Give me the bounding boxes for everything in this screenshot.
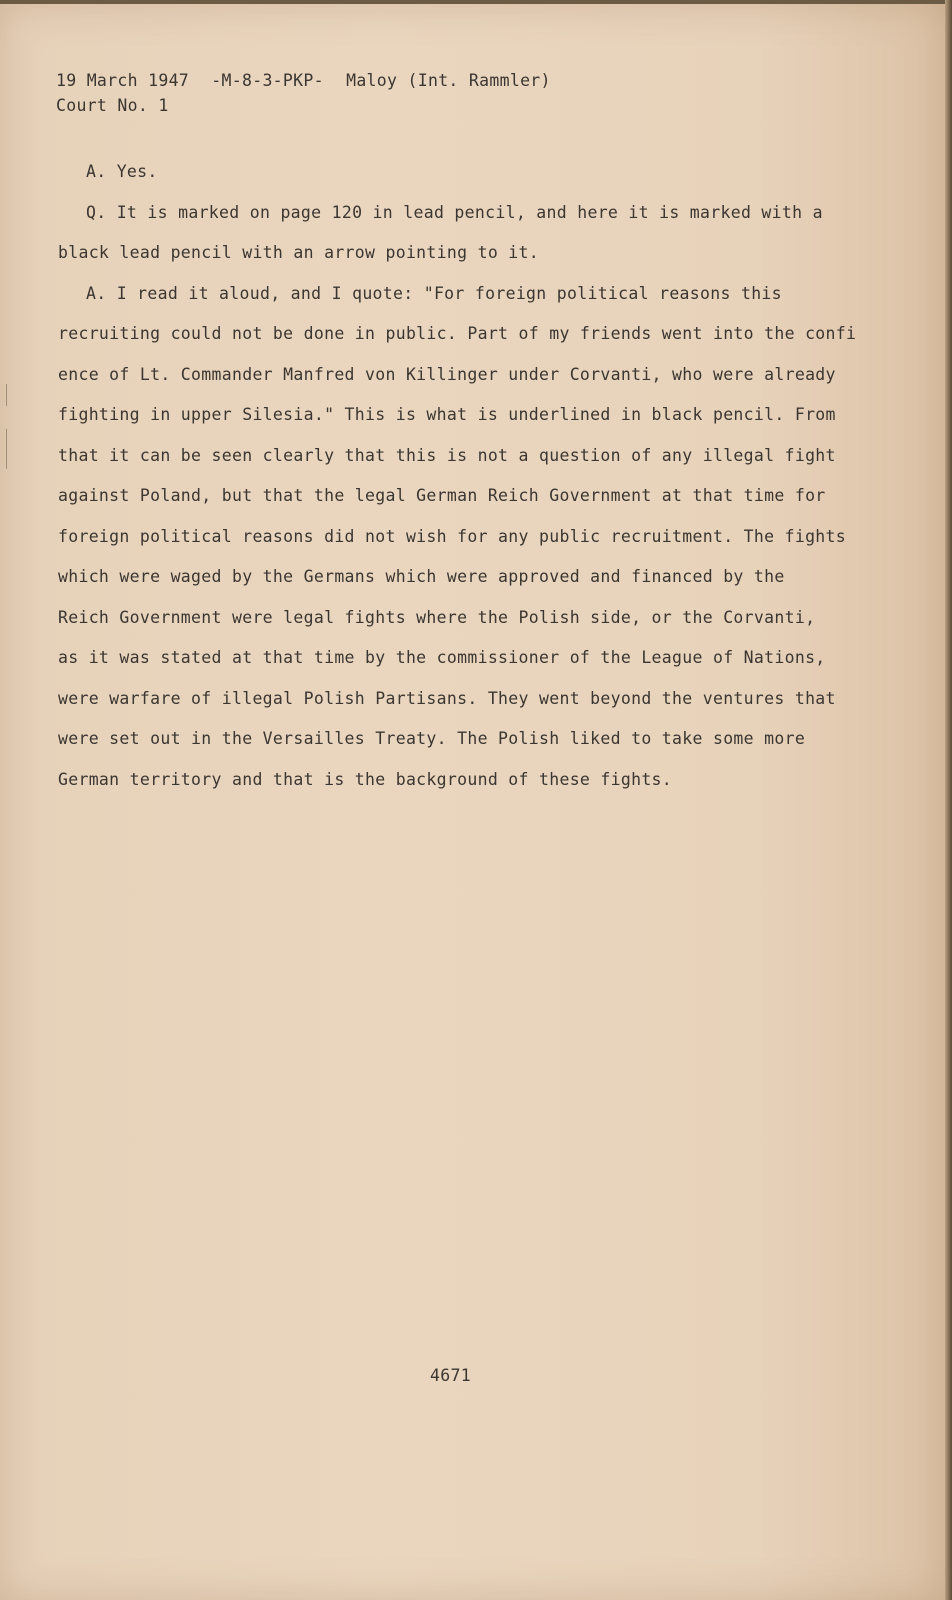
transcript-body [58,152,856,800]
transcript-line: recruiting could not be done in public. Part of my friends went into the confi [58,324,857,343]
transcript-line: Q. It is marked on page 120 in lead pencil, and here it is marked with a [86,202,823,222]
transcript-line: as it was stated at that time by the commissioner of the League of Nations, [58,648,826,667]
transcript-line: German territory and that is the background of these fights. [58,769,673,789]
transcript-line: black lead pencil with an arrow pointing to it. [58,243,539,262]
page-edge [945,0,952,1600]
transcript-line: against Poland, but that the legal German Reich Government at that time for [58,486,826,505]
transcript-line: ence of Lt. Commander Manfred von Killinger under Corvanti, who were already [58,364,836,384]
header-court: Court No. 1 [56,96,169,115]
transcript-line: Reich Government were legal fights where the Polish side, or the Corvanti, [58,607,816,627]
document-page [0,4,945,1600]
header-names: Maloy (Int. Rammler) [346,71,551,90]
transcript-line: were set out in the Versailles Treaty. The Polish liked to take some more [58,729,806,748]
transcript-line: were warfare of illegal Polish Partisans. They went beyond the ventures that [58,688,836,708]
transcript-line: A. I read it aloud, and I quote: "For foreign political reasons this [86,283,782,303]
transcript-line: fighting in upper Silesia." This is what is underlined in black pencil. From [58,405,836,424]
transcript-line: A. Yes. [86,162,158,181]
transcript-line: foreign political reasons did not wish for any public recruitment. The fights [58,526,847,546]
header-date: 19 March 1947 [56,71,190,90]
transcript-line: which were waged by the Germans which were approved and financed by the [58,567,785,586]
transcript-line: that it can be seen clearly that this is not a question of any illegal fight [58,445,836,465]
header-code: -M-8-3-PKP- [211,71,324,90]
margin-mark [6,384,7,406]
margin-mark [6,429,7,469]
document-header [56,68,563,118]
page-number: 4671 [430,1366,471,1385]
